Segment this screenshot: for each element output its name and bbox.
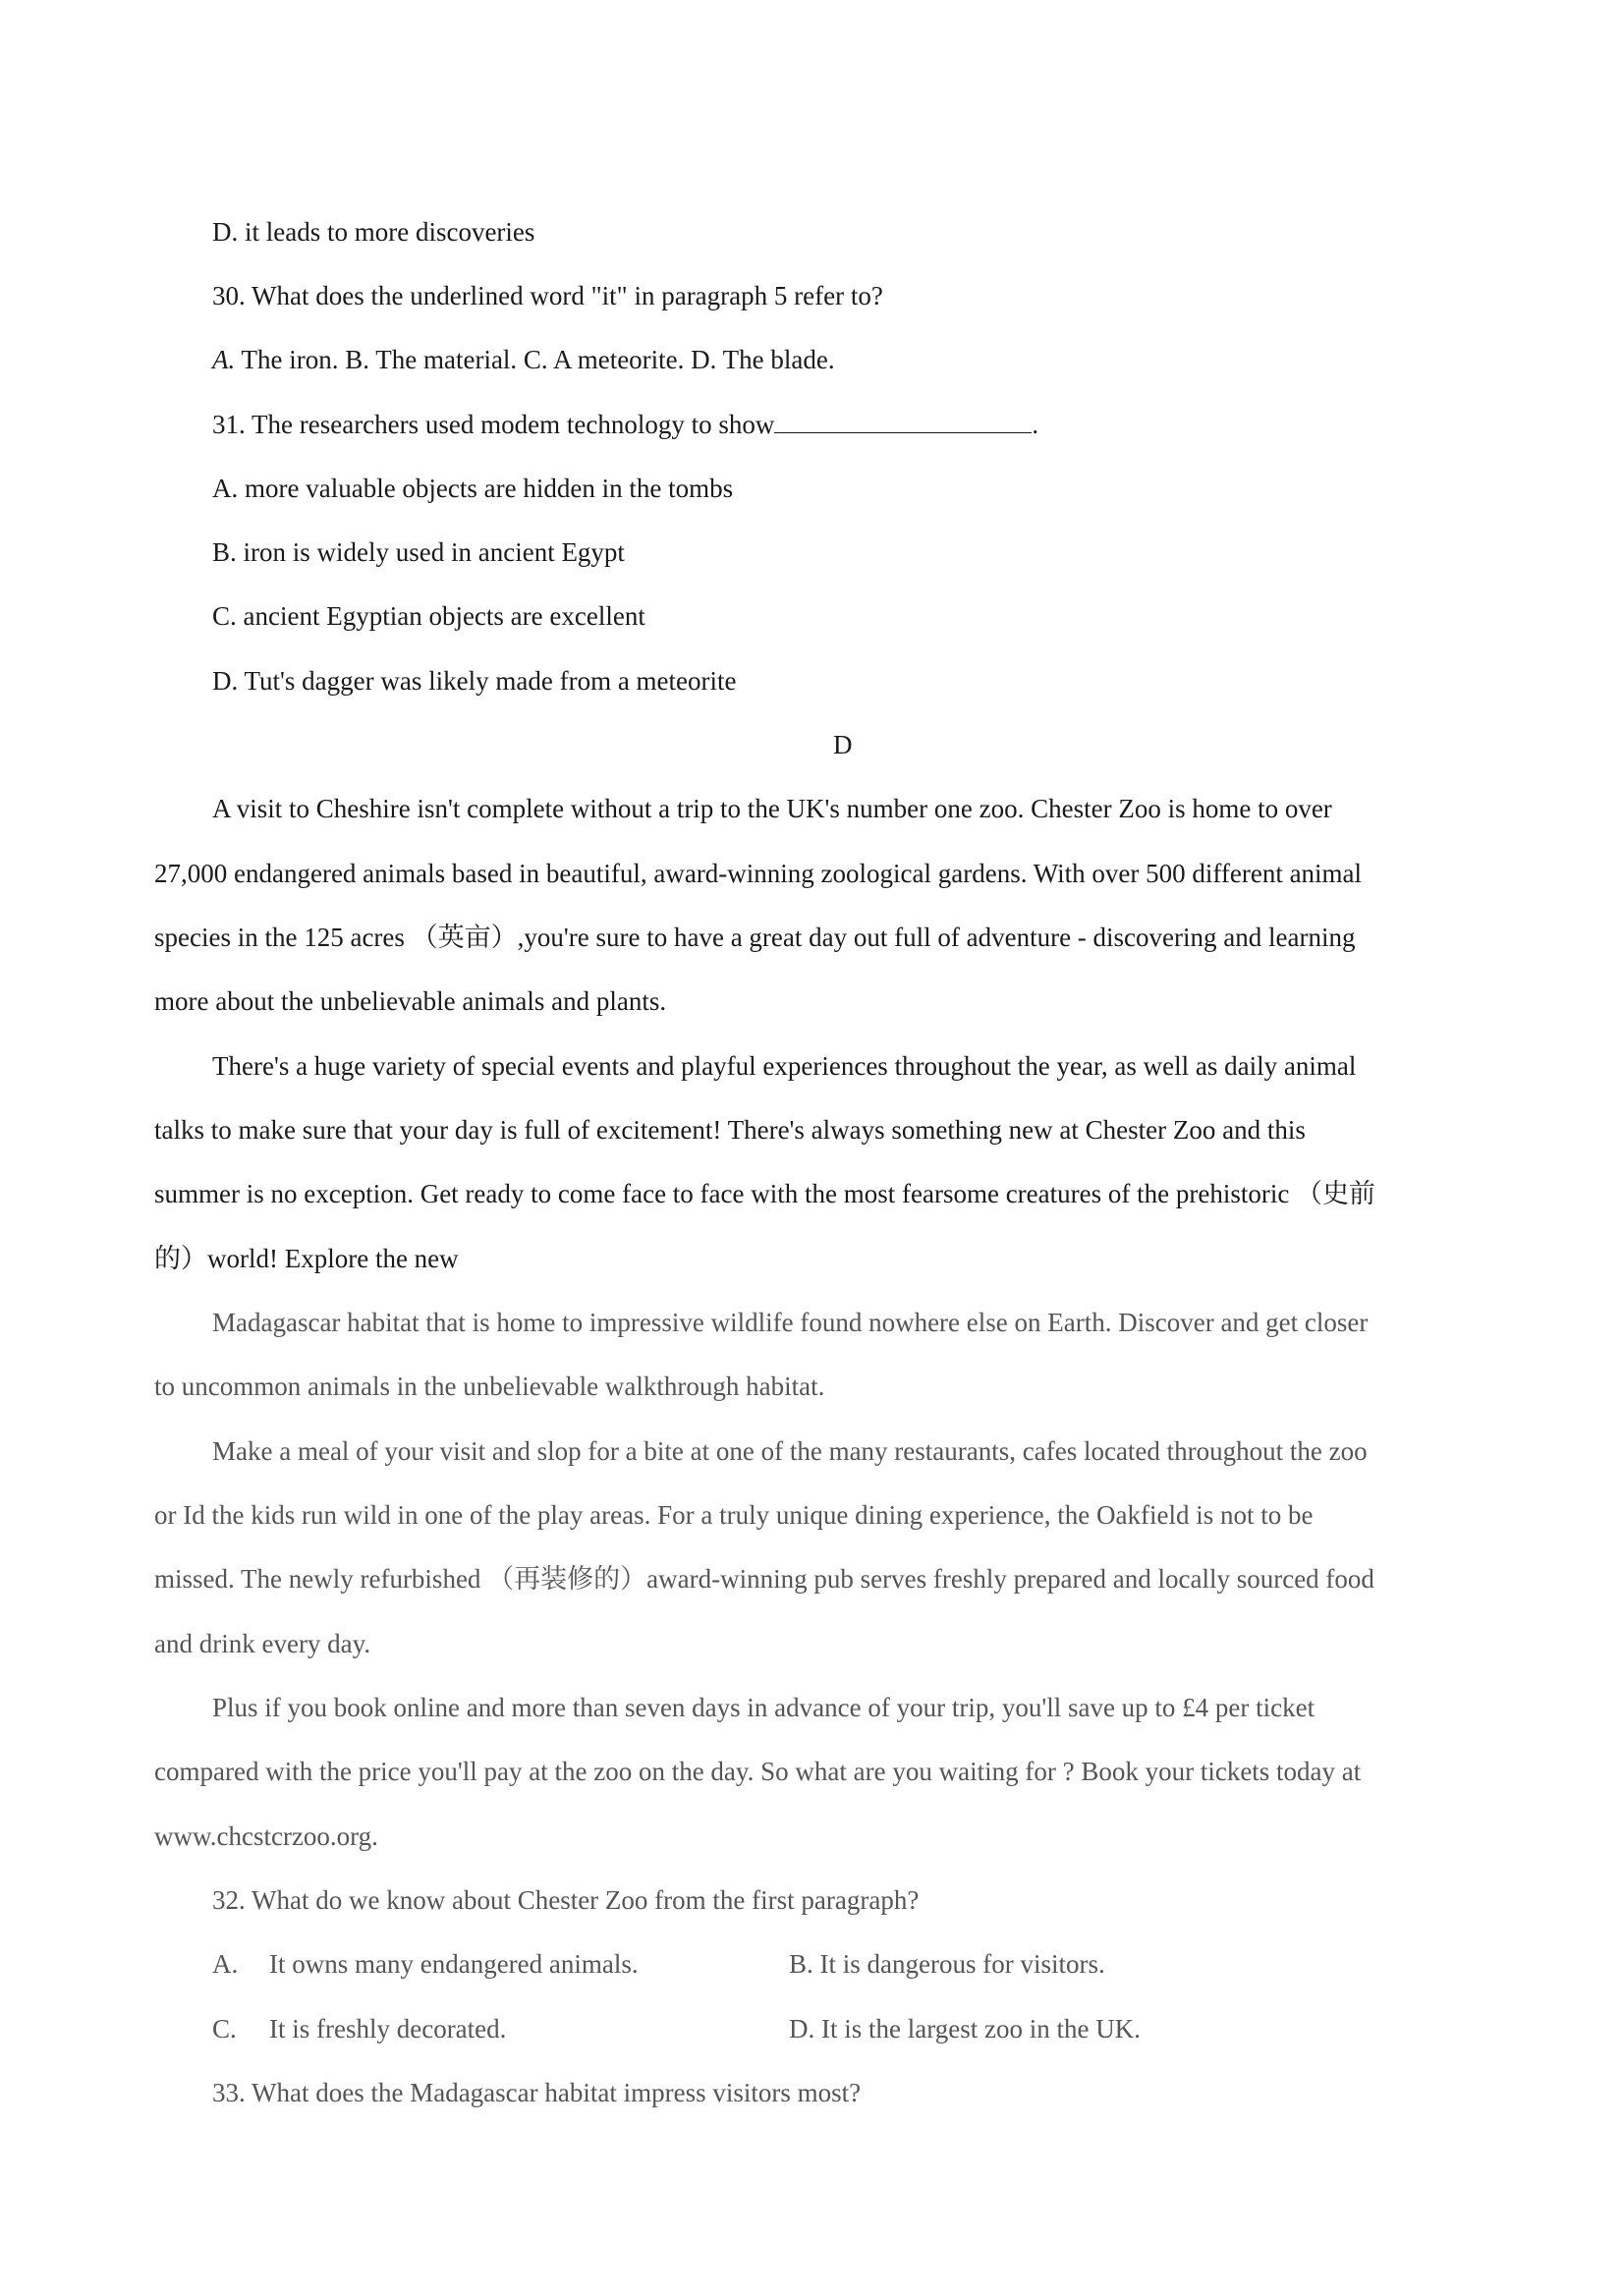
q31-option-a: A. more valuable objects are hidden in the tombs bbox=[212, 474, 734, 503]
q30-option-a-letter: A. bbox=[212, 345, 236, 374]
answer-blank bbox=[774, 407, 1032, 433]
q32-option-d: D. It is the largest zoo in the UK. bbox=[789, 2014, 1141, 2044]
passage-p2-line4: 的）world! Explore the new bbox=[154, 1244, 459, 1273]
passage-p5-line3: www.chcstcrzoo.org. bbox=[154, 1821, 378, 1851]
passage-p1-line1: A visit to Cheshire isn't complete without a trip to the UK's number one zoo. Chester Zoo is home to over bbox=[212, 794, 1332, 823]
q32-option-a: It owns many endangered animals. bbox=[269, 1949, 639, 1979]
passage-p4-line2: or Id the kids run wild in one of the play areas. For a truly unique dining experience, the Oakfield is not to be bbox=[154, 1500, 1314, 1530]
passage-p5-line2: compared with the price you'll pay at the zoo on the day. So what are you waiting for ? Book your tickets today at bbox=[154, 1757, 1362, 1786]
q33-stem: 33. What does the Madagascar habitat impress visitors most? bbox=[212, 2078, 862, 2107]
q31-option-b: B. iron is widely used in ancient Egypt bbox=[212, 537, 625, 567]
q31-stem-line bbox=[212, 407, 1038, 441]
q31-option-d: D. Tut's dagger was likely made from a meteorite bbox=[212, 666, 737, 696]
q30-stem: 30. What does the underlined word "it" in paragraph 5 refer to? bbox=[212, 281, 883, 310]
q31-stem-end: . bbox=[1032, 410, 1039, 439]
q32-stem: 32. What do we know about Chester Zoo from the first paragraph? bbox=[212, 1885, 920, 1915]
q31-option-c: C. ancient Egyptian objects are excellent bbox=[212, 601, 645, 631]
passage-p3-line1: Madagascar habitat that is home to impressive wildlife found nowhere else on Earth. Discover and get closer bbox=[212, 1308, 1369, 1337]
q31-stem: 31. The researchers used modem technology to show bbox=[212, 410, 775, 439]
passage-p3-line2: to uncommon animals in the unbelievable walkthrough habitat. bbox=[154, 1372, 825, 1401]
passage-p2-line3: summer is no exception. Get ready to come face to face with the most fearsome creatures of the prehistoric （史前 bbox=[154, 1179, 1376, 1208]
passage-p4-line3: missed. The newly refurbished （再装修的）award-winning pub serves freshly prepared and locally sourced food bbox=[154, 1564, 1374, 1594]
passage-p4-line1: Make a meal of your visit and slop for a bite at one of the many restaurants, cafes located throughout the zoo bbox=[212, 1436, 1368, 1466]
passage-p1-line4: more about the unbelievable animals and plants. bbox=[154, 986, 667, 1016]
passage-p2-line1: There's a huge variety of special events and playful experiences throughout the year, as well as daily animal bbox=[212, 1051, 1357, 1081]
passage-p5-line1: Plus if you book online and more than seven days in advance of your trip, you'll save up to £4 per ticket bbox=[212, 1693, 1315, 1722]
q32-option-a-letter: A. bbox=[212, 1949, 239, 1979]
q30-options bbox=[212, 343, 835, 376]
section-heading: D bbox=[833, 730, 853, 759]
q32-option-c: It is freshly decorated. bbox=[269, 2014, 507, 2044]
passage-p1-line2: 27,000 endangered animals based in beautiful, award-winning zoological gardens. With over 500 different animal bbox=[154, 859, 1363, 888]
q32-option-b: B. It is dangerous for visitors. bbox=[789, 1949, 1105, 1979]
q30-options-text: The iron. B. The material. C. A meteorite. D. The blade. bbox=[235, 345, 835, 374]
passage-p1-line3: species in the 125 acres （英亩）,you're sure to have a great day out full of adventure - discovering and learning bbox=[154, 923, 1356, 952]
passage-p4-line4: and drink every day. bbox=[154, 1629, 371, 1658]
q29-option-d: D. it leads to more discoveries bbox=[212, 217, 535, 247]
q32-option-c-letter: C. bbox=[212, 2014, 237, 2044]
passage-p2-line2: talks to make sure that your day is full of excitement! There's always something new at Chester Zoo and this bbox=[154, 1115, 1306, 1145]
